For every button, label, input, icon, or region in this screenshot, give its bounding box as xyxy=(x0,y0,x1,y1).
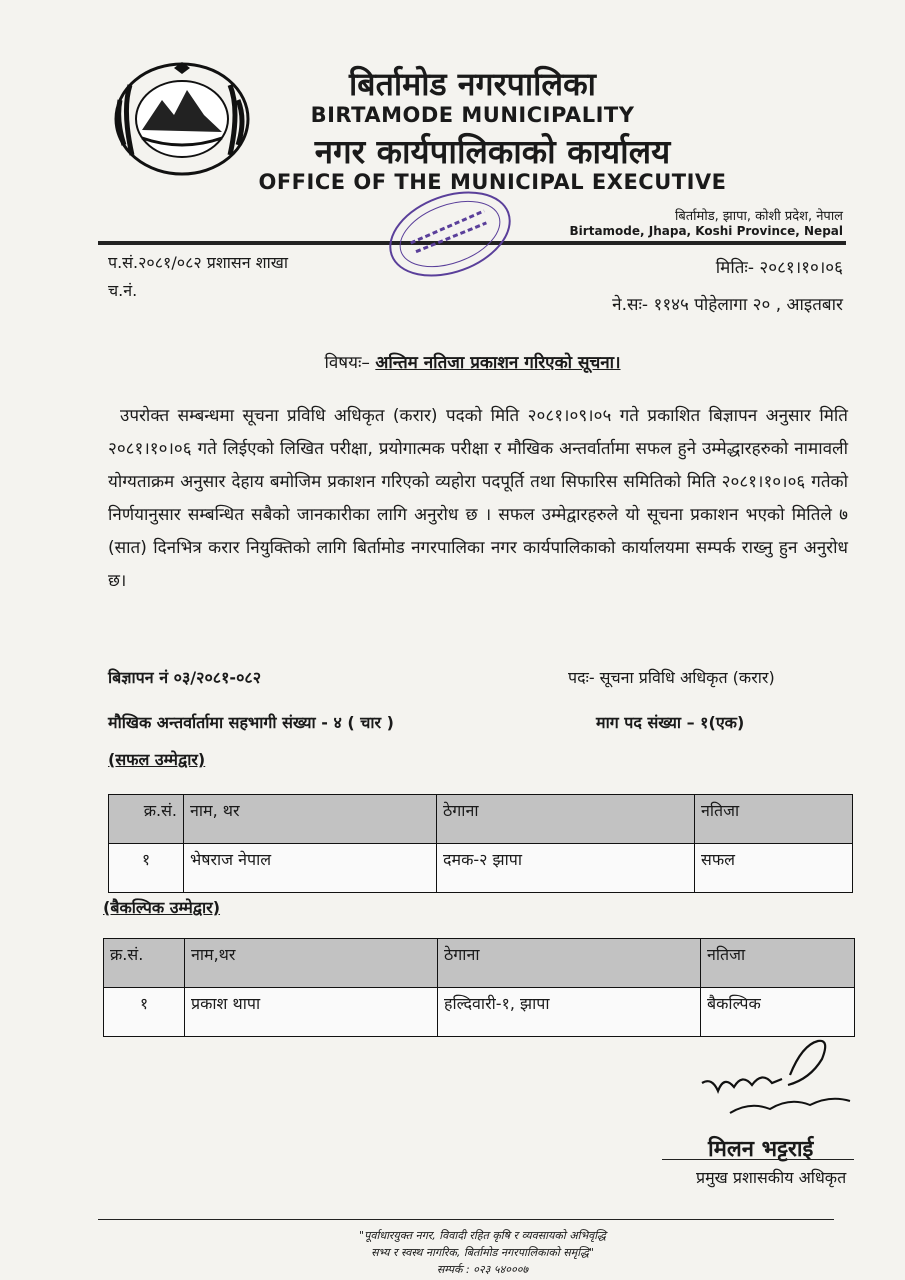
successful-heading: (सफल उम्मेद्वार) xyxy=(108,750,206,769)
footer-slogan-1: "पूर्वाधारयुक्त नगर, विवादी रहित कृषि र व्यवसायको अभिवृद्धि xyxy=(359,1229,606,1242)
reference-number: प.सं.२०८१/०८२ प्रशासन शाखा xyxy=(108,253,288,272)
office-name-en: OFFICE OF THE MUNICIPAL EXECUTIVE xyxy=(258,170,727,194)
cell-address: दमक-२ झापा xyxy=(437,844,695,893)
cell-sn: १ xyxy=(109,844,184,893)
cell-name: भेषराज नेपाल xyxy=(184,844,437,893)
table-header-row xyxy=(104,939,855,988)
subject-text: अन्तिम नतिजा प्रकाशन गरिएको सूचना। xyxy=(375,353,621,373)
office-stamp xyxy=(380,184,520,284)
footer-divider xyxy=(98,1219,834,1220)
dispatch-number: च.नं. xyxy=(108,281,138,300)
date-bs: मितिः- २०८१।१०।०६ xyxy=(715,258,843,278)
col-address: ठेगाना xyxy=(438,939,701,988)
table-row xyxy=(104,988,855,1037)
cell-result: बैकल्पिक xyxy=(701,988,855,1037)
interview-count: मौखिक अन्तर्वार्तामा सहभागी संख्या - ४ ( चार ) xyxy=(108,713,394,732)
col-name: नाम,थर xyxy=(185,939,438,988)
col-result: नतिजा xyxy=(695,795,853,844)
col-address: ठेगाना xyxy=(437,795,695,844)
post-name: पदः- सूचना प्रविधि अधिकृत (करार) xyxy=(568,668,775,687)
signatory-name: मिलन भट्टराई xyxy=(708,1137,814,1162)
footer-slogan-2: सभ्य र स्वस्थ नागरिक, बिर्तामोड नगरपालिकाको समृद्धि" xyxy=(371,1246,594,1259)
col-name: नाम, थर xyxy=(184,795,437,844)
address-en: Birtamode, Jhapa, Koshi Province, Nepal xyxy=(569,224,843,238)
footer-contact: सम्पर्क : ०२३ ५४०००७ xyxy=(436,1263,529,1276)
signatory-title: प्रमुख प्रशासकीय अधिकृत xyxy=(696,1168,847,1187)
subject-line xyxy=(0,350,905,373)
table-header-row xyxy=(109,795,853,844)
cell-result: सफल xyxy=(695,844,853,893)
col-sn: क्र.सं. xyxy=(109,795,184,844)
table-row xyxy=(109,844,853,893)
signature-line xyxy=(662,1159,854,1160)
successful-table xyxy=(108,794,853,893)
advertisement-number: बिज्ञापन नं ०३/२०८१-०८२ xyxy=(108,668,262,687)
office-name-np: नगर कार्यपालिकाको कार्यालय xyxy=(314,132,671,171)
notice-body: उपरोक्त सम्बन्धमा सूचना प्रविधि अधिकृत (करार) पदको मिति २०८१।०९।०५ गते प्रकाशित बिज्ञापन अनुसार मिति २०८१।१०।०६ गते लिईएको लिखित परीक्षा, प्रयोगात्मक परीक्षा र मौखिक अन्तर्वार्तामा सफल हुने उम्मेद्धारहरुको नामावली योग्यताक्रम अनुसार देहाय बमोजिम प्रकाशन गरिएको व्यहोरा पदपूर्ति तथा सिफारिस समितिको मिति २०८१।१०।०६ गतेको निर्णयानुसार सम्बन्धित सबैको जानकारीका लागि अनुरोध छ । सफल उम्मेद्वारहरुले यो सूचना प्रकाशन भएको मितिले ७ (सात) दिनभित्र करार नियुक्तिको लागि बिर्तामोड नगरपालिका नगर कार्यपालिकाको कार्यालयमा सम्पर्क राख्नु हुन अनुरोध छ। xyxy=(108,406,848,591)
subject-label: विषयः– xyxy=(324,353,370,373)
municipality-name-en: BIRTAMODE MUNICIPALITY xyxy=(310,103,635,127)
date-nepal-sambat: ने.सः- ११४५ पोहेलागा २० , आइतबार xyxy=(612,295,843,315)
alternate-heading: (बैकल्पिक उम्मेद्वार) xyxy=(103,898,221,917)
handwritten-signature xyxy=(690,1035,870,1130)
cell-name: प्रकाश थापा xyxy=(185,988,438,1037)
col-result: नतिजा xyxy=(701,939,855,988)
cell-address: हल्दिवारी-१, झापा xyxy=(438,988,701,1037)
demand-count: माग पद संख्या – १(एक) xyxy=(596,713,745,732)
address-np: बिर्तामोड, झापा, कोशी प्रदेश, नेपाल xyxy=(674,209,843,224)
municipality-name-np: बिर्तामोड नगरपालिका xyxy=(349,65,596,103)
col-sn: क्र.सं. xyxy=(104,939,185,988)
alternate-table xyxy=(103,938,855,1037)
cell-sn: १ xyxy=(104,988,185,1037)
